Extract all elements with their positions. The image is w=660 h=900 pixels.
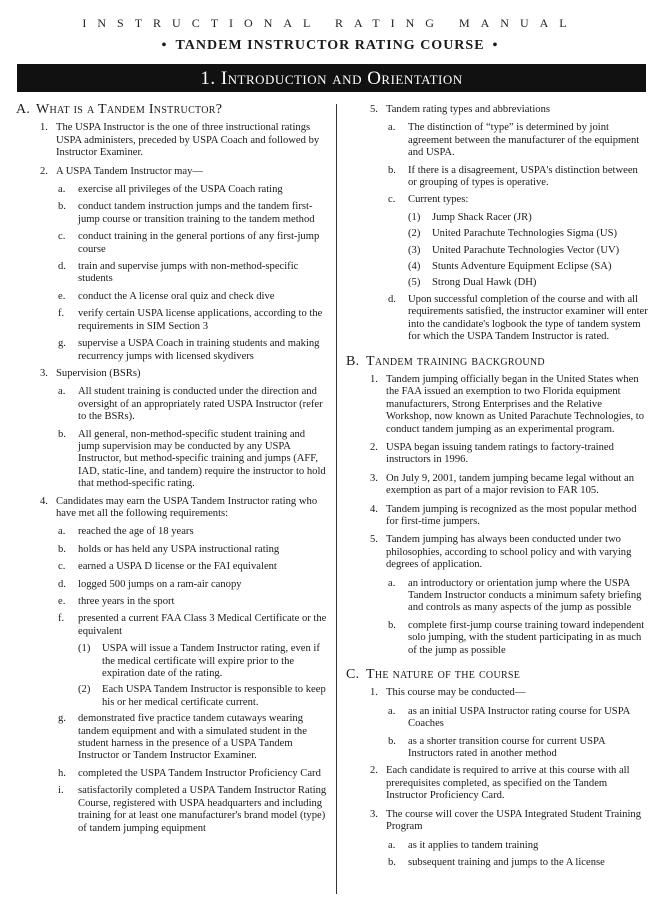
- list-item: [346, 442, 648, 467]
- item-number: 1.: [40, 122, 48, 134]
- item-text: as it applies to tandem training: [408, 839, 539, 851]
- item-text: The course will cover the USPA Integrated Student Training Program: [386, 808, 642, 833]
- item-number: e.: [58, 596, 66, 607]
- sub-list-item: [16, 261, 328, 286]
- item-text: All student training is conducted under the direction and oversight of an appropriately rated USPA Instructor (refer to the BSRs).: [78, 386, 323, 423]
- sub-sub-list-item: [346, 228, 648, 240]
- sub-sub-list-item: [346, 245, 648, 257]
- sub-list-item: [346, 857, 648, 869]
- item-text: If there is a disagreement, USPA's distinction between or grouping of types is operative.: [408, 164, 638, 189]
- item-number: a.: [58, 184, 66, 196]
- item-number: (4): [408, 261, 421, 273]
- item-number: 4.: [370, 503, 378, 515]
- list-item: [346, 104, 648, 116]
- item-text: supervise a USPA Coach in training students and making recurrency jumps with licensed skydivers: [78, 338, 320, 362]
- item-number: g.: [58, 338, 66, 350]
- item-number: 5.: [370, 104, 378, 115]
- item-number: 1.: [370, 373, 378, 385]
- list-item: [346, 765, 648, 802]
- item-text: Each candidate is required to arrive at this course with all prerequisites completed, as specified on the Tandem Instructor Proficiency Card.: [386, 765, 630, 802]
- list-item: [16, 368, 328, 380]
- list-item: [16, 166, 328, 178]
- item-text: A USPA Tandem Instructor may—: [56, 165, 203, 177]
- item-number: 3.: [40, 367, 48, 379]
- sub-list-item: [346, 706, 648, 731]
- item-number: d.: [388, 293, 396, 305]
- item-number: d.: [58, 261, 66, 273]
- item-number: 2.: [40, 165, 48, 177]
- column-divider: [336, 104, 337, 894]
- item-number: a.: [388, 577, 396, 589]
- item-number: f.: [58, 308, 65, 320]
- item-text: complete first-jump course training toward independent solo jumping, with the student participating in as much of the jump as possible: [408, 619, 645, 656]
- item-text: demonstrated five practice tandem cutaways wearing tandem equipment and with a simulated student in the student harness in the presence of a USPA Tandem Instructor or Tandem Instructor Examiner.: [78, 713, 307, 762]
- sub-list-item: [16, 231, 328, 256]
- item-number: g.: [58, 713, 66, 725]
- sub-list-item: [346, 294, 648, 344]
- item-number: (2): [78, 684, 91, 696]
- item-number: a.: [388, 839, 396, 851]
- item-text: as an initial USPA Instructor rating course for USPA Coaches: [408, 705, 630, 730]
- item-text: Upon successful completion of the course and with all requirements satisfied, the instructor examiner will enter into the candidate's logbook the type of tandem system for which the USPA Tandem Instructor is rated.: [408, 293, 648, 343]
- item-text: train and supervise jumps with non-method-specific students: [78, 261, 299, 285]
- item-text: Stunts Adventure Equipment Eclipse (SA): [432, 261, 612, 273]
- item-number: (1): [408, 211, 421, 223]
- list-item: [346, 687, 648, 699]
- sub-list-item: [16, 338, 328, 363]
- sub-list-item: [16, 386, 328, 423]
- item-text: The distinction of “type” is determined by joint agreement between the manufacturer of the equipment and USPA.: [408, 122, 640, 159]
- sub-list-item: [346, 736, 648, 761]
- sub-list-item: [16, 579, 328, 591]
- sub-list-item: [16, 201, 328, 226]
- item-number: d.: [58, 578, 66, 590]
- item-text: completed the USPA Tandem Instructor Proficiency Card: [78, 767, 321, 779]
- item-text: exercise all privileges of the USPA Coach rating: [78, 184, 283, 196]
- list-item: [346, 534, 648, 571]
- list-item: [346, 504, 648, 529]
- sub-list-item: [16, 308, 328, 333]
- item-text: On July 9, 2001, tandem jumping became legal without an exemption as part of a major revision to FAR 105.: [386, 472, 635, 497]
- section-items: [346, 687, 648, 869]
- item-text: subsequent training and jumps to the A license: [408, 856, 605, 868]
- item-text: USPA will issue a Tandem Instructor rating, even if the medical certificate will expire prior to the expiration date of the rating.: [102, 643, 320, 680]
- list-item: [346, 374, 648, 436]
- item-number: b.: [58, 201, 66, 213]
- list-item: [346, 473, 648, 498]
- item-number: (3): [408, 244, 421, 256]
- item-number: 3.: [370, 472, 378, 484]
- item-number: c.: [58, 231, 66, 243]
- sub-list-item: [16, 526, 328, 538]
- item-text: Tandem jumping is recognized as the most popular method for first-time jumpers.: [386, 503, 637, 527]
- item-number: (2): [408, 228, 421, 240]
- sub-list-item: [16, 561, 328, 573]
- item-text: This course may be conducted—: [386, 687, 526, 699]
- section-items: [346, 374, 648, 657]
- item-number: b.: [58, 428, 66, 440]
- item-text: United Parachute Technologies Vector (UV): [432, 244, 620, 256]
- section-items: [346, 104, 648, 344]
- item-number: i.: [58, 785, 64, 797]
- item-text: Supervision (BSRs): [56, 367, 141, 379]
- manual-title: INSTRUCTIONAL RATING MANUAL: [82, 16, 578, 30]
- sub-list-item: [346, 165, 648, 190]
- item-number: 1.: [370, 687, 378, 699]
- item-number: b.: [388, 619, 396, 631]
- item-text: Jump Shack Racer (JR): [432, 211, 532, 223]
- item-number: h.: [58, 767, 66, 779]
- item-text: Tandem jumping has always been conducted under two philosophies, according to school policy and with varying degrees of application.: [386, 534, 632, 571]
- sub-sub-list-item: [346, 261, 648, 273]
- item-text: Each USPA Tandem Instructor is responsible to keep his or her medical certificate current.: [102, 684, 326, 708]
- item-text: USPA began issuing tandem ratings to factory-trained instructors in 1996.: [386, 441, 614, 466]
- item-number: (1): [78, 643, 91, 655]
- item-text: as a shorter transition course for current USPA Instructors rated in another method: [408, 735, 606, 760]
- bullet-left: •: [161, 38, 168, 53]
- item-text: satisfactorily completed a USPA Tandem Instructor Rating Course, registered with USPA headquarters and including training for at least one manufacturer's brand model (type) of tandem jumping equipment: [78, 785, 327, 834]
- sub-sub-list-item: [346, 212, 648, 224]
- list-item: [16, 122, 328, 159]
- item-number: f.: [58, 613, 65, 625]
- sub-list-item: [16, 596, 328, 608]
- sub-list-item: [16, 429, 328, 491]
- sub-list-item: [16, 768, 328, 780]
- sub-list-item: [16, 184, 328, 196]
- section-heading: C. The nature of the course: [346, 667, 521, 683]
- item-text: an introductory or orientation jump where the USPA Tandem Instructor conducts a minimum safety briefing and controls as many aspects of the jump as possible: [408, 577, 642, 614]
- sub-list-item: [346, 194, 648, 206]
- sub-list-item: [346, 122, 648, 159]
- section-heading: B. Tandem training background: [346, 353, 545, 369]
- item-number: 2.: [370, 441, 378, 453]
- section-items: [16, 122, 328, 835]
- item-text: reached the age of 18 years: [78, 526, 194, 538]
- sub-list-item: [346, 578, 648, 615]
- item-text: Tandem rating types and abbreviations: [386, 104, 551, 115]
- item-number: b.: [388, 856, 396, 868]
- left-column: [16, 104, 328, 840]
- item-number: c.: [388, 194, 396, 206]
- sub-list-item: [16, 713, 328, 763]
- item-text: United Parachute Technologies Sigma (US): [432, 228, 618, 240]
- item-number: e.: [58, 290, 66, 302]
- item-text: three years in the sport: [78, 596, 175, 607]
- right-column: [346, 104, 648, 874]
- item-number: 5.: [370, 534, 378, 546]
- sub-list-item: [16, 291, 328, 303]
- item-number: c.: [58, 561, 66, 573]
- item-number: a.: [58, 526, 66, 538]
- item-number: 3.: [370, 808, 378, 820]
- sub-list-item: [16, 613, 328, 638]
- item-text: presented a current FAA Class 3 Medical Certificate or the equivalent: [78, 613, 327, 637]
- item-number: a.: [388, 122, 396, 134]
- item-text: conduct the A license oral quiz and check dive: [78, 290, 275, 302]
- item-text: conduct training in the general portions of any first-jump course: [78, 231, 320, 255]
- item-text: Candidates may earn the USPA Tandem Instructor rating who have met all the following requirements:: [56, 495, 318, 519]
- item-text: Current types:: [408, 194, 469, 206]
- item-text: verify certain USPA license applications, according to the requirements in SIM Section 3: [78, 308, 323, 332]
- item-number: b.: [388, 164, 396, 176]
- item-number: (5): [408, 277, 421, 289]
- section-heading: A. What is a Tandem Instructor?: [16, 102, 223, 117]
- item-number: b.: [388, 735, 396, 747]
- item-text: Tandem jumping officially began in the United States when the FAA issued an exemption to two Florida equipment manufacturers, Strong Enterprises and the Relative Workshop, now known as United Parachute Technologies, to conduct tandem jumping as an experimental program.: [386, 373, 645, 435]
- item-text: holds or has held any USPA instructional rating: [78, 543, 280, 555]
- item-number: a.: [58, 386, 66, 398]
- sub-list-item: [16, 544, 328, 556]
- item-text: earned a USPA D license or the FAI equivalent: [78, 561, 277, 573]
- course-title: TANDEM INSTRUCTOR RATING COURSE: [175, 38, 485, 53]
- sub-list-item: [346, 620, 648, 657]
- sub-list-item: [16, 785, 328, 835]
- list-item: [16, 496, 328, 521]
- item-number: a.: [388, 705, 396, 717]
- item-text: The USPA Instructor is the one of three instructional ratings USPA administers, preceded by USPA Coach and followed by Instructor Examiner.: [56, 122, 320, 159]
- course-title-line: [0, 38, 660, 54]
- list-item: [346, 809, 648, 834]
- sub-sub-list-item: [346, 277, 648, 289]
- chapter-banner: 1. Introduction and Orientation: [17, 64, 646, 92]
- sub-sub-list-item: [16, 643, 328, 680]
- sub-list-item: [346, 840, 648, 852]
- item-text: All general, non-method-specific student training and jump supervision may be conducted by any USPA Instructor, but method-specific training and jumps (AFF, IAD, static-line, and tandem) require the instructor to hold that method-specific rating.: [78, 428, 326, 490]
- item-number: 4.: [40, 495, 48, 507]
- sub-sub-list-item: [16, 684, 328, 709]
- item-text: conduct tandem instruction jumps and the tandem first-jump course or transition training to the tandem method: [78, 201, 315, 225]
- item-number: 2.: [370, 765, 378, 777]
- bullet-right: •: [492, 38, 499, 53]
- item-number: b.: [58, 543, 66, 555]
- item-text: Strong Dual Hawk (DH): [432, 277, 537, 289]
- item-text: logged 500 jumps on a ram-air canopy: [78, 578, 242, 590]
